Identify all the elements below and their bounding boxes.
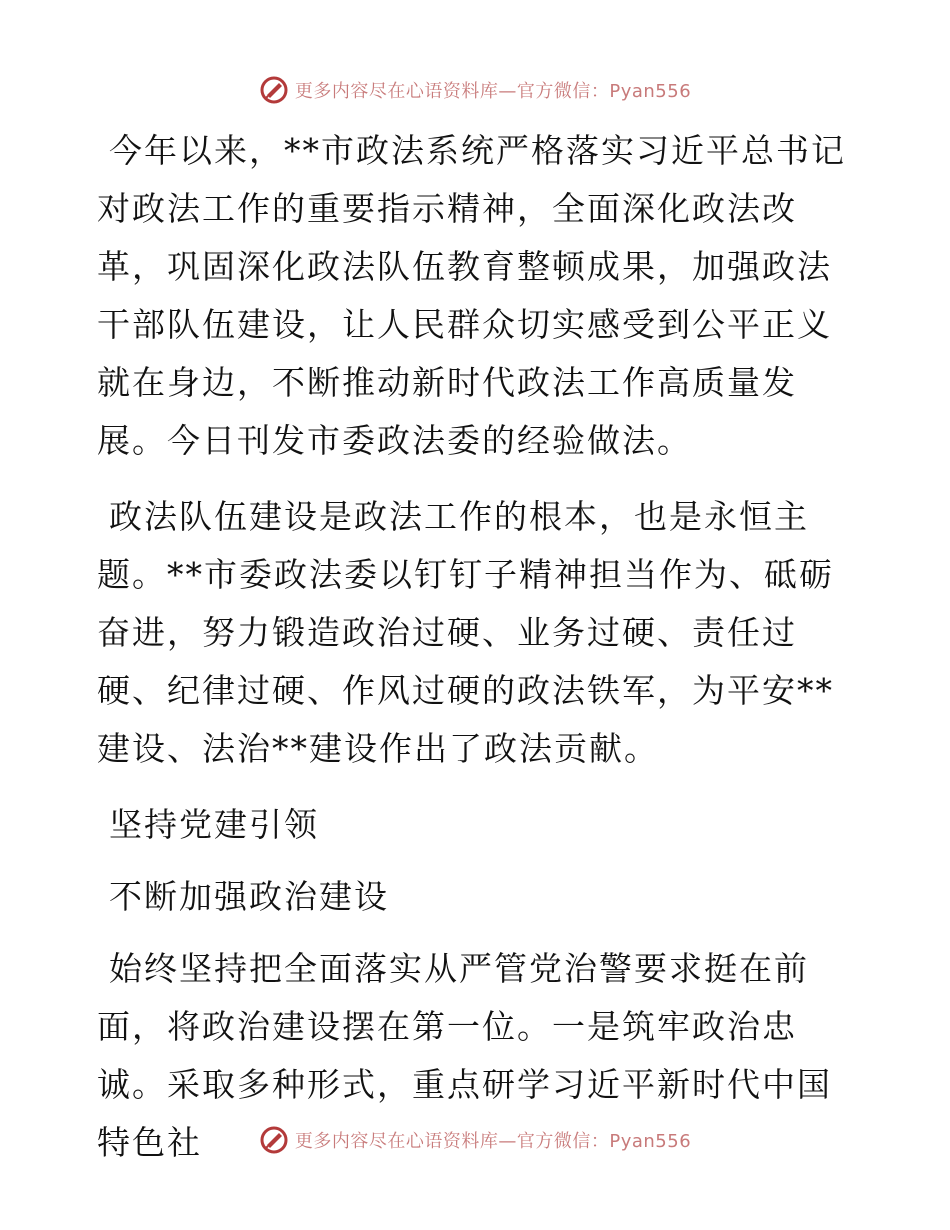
footer-watermark [0,1120,950,1160]
section-heading-party-leadership: 坚持党建引领 [109,805,319,844]
header-watermark [0,70,950,110]
section-heading-political-construction: 不断加强政治建设 [109,877,389,916]
intro-paragraph: 今年以来，**市政法系统严格落实习近平总书记对政法工作的重要指示精神，全面深化政法改革，巩固深化政法队伍教育整顿成果，加强政法干部队伍建设，让人民群众切实感受到公平正义就在身边，不断推动新时代政法工作高质量发展。今日刊发市委政法委的经验做法。 [97,131,846,460]
watermark-text: 更多内容尽在心语资料库—官方微信：Pyan556 [294,1131,692,1152]
political-loyalty-paragraph: 始终坚持把全面落实从严管党治警要求挺在前面，将政治建设摆在第一位。一是筑牢政治忠诚。采取多种形式，重点研学习近平新时代中国特色社 [97,949,832,1162]
document-body [97,122,857,1190]
watermark-logo-icon [259,75,289,105]
watermark-logo-icon [259,1125,289,1155]
team-building-paragraph: 政法队伍建设是政法工作的根本，也是永恒主题。**市委政法委以钉钉子精神担当作为、砥砺奋进，努力锻造政治过硬、业务过硬、责任过硬、纪律过硬、作风过硬的政法铁军，为平安**建设、法治**建设作出了政法贡献。 [97,497,834,768]
watermark-text: 更多内容尽在心语资料库—官方微信：Pyan556 [294,81,692,102]
